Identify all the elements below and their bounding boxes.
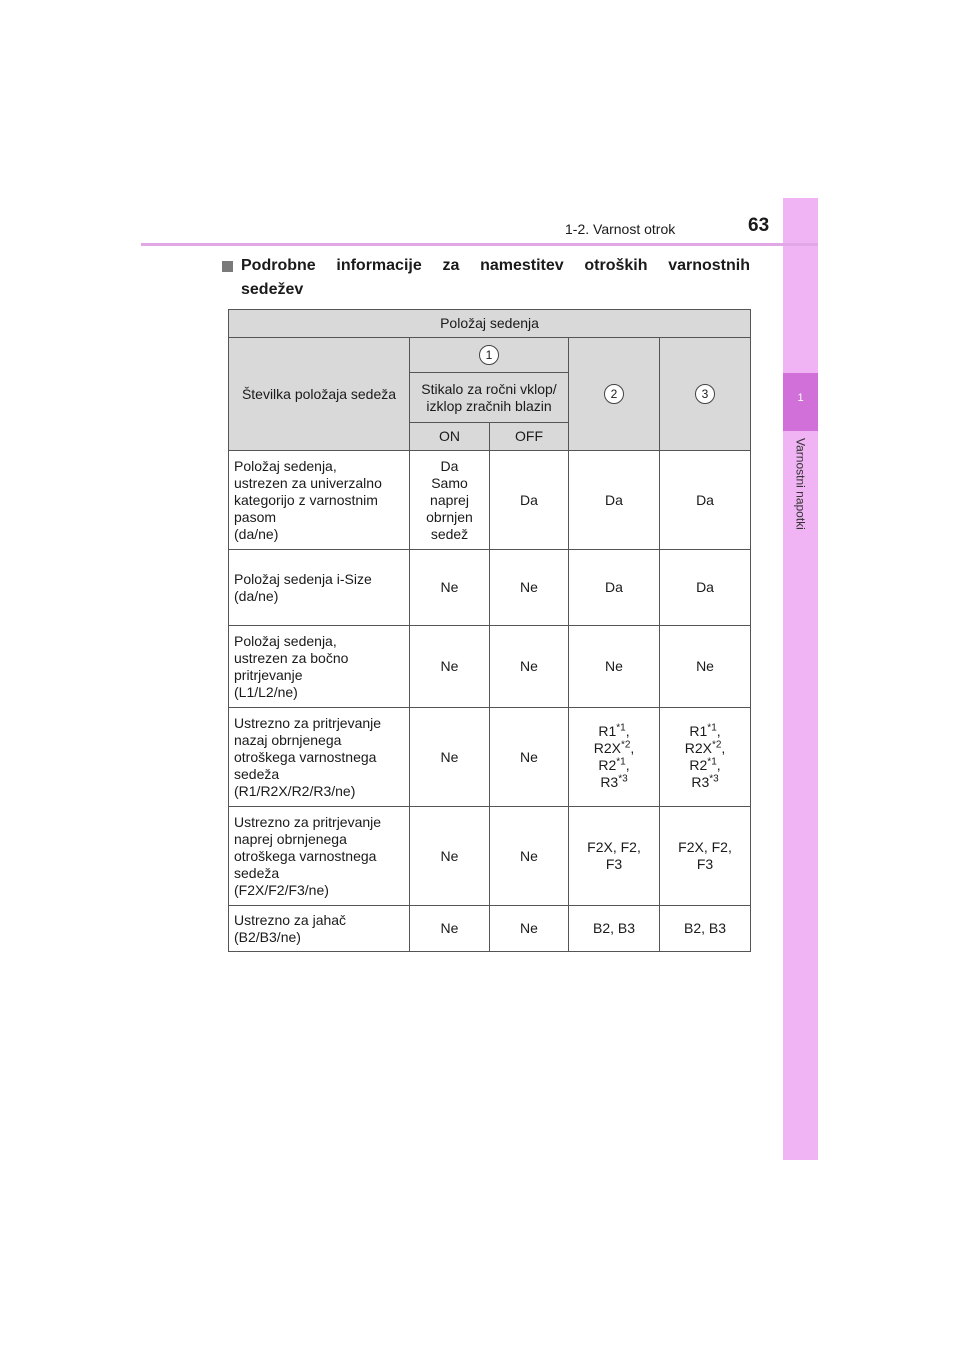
row-label-line: Ustrezno za pritrjevanje — [234, 813, 382, 830]
cell-position-2: Ne — [569, 626, 660, 708]
cell-line: Samo — [431, 474, 468, 491]
cell-line: F2X, F2, — [587, 839, 641, 855]
subheading-line-1: Podrobne informacije za namestitev otroških varnostnih — [241, 257, 750, 274]
header-position-2 — [569, 338, 660, 451]
cell-line: R3$^{*3}$ — [600, 773, 628, 790]
airbag-switch-label-a: Stikalo za ročni vklop/ — [421, 380, 557, 397]
cell-position-2: Da — [569, 451, 660, 550]
row-label-line: (da/ne) — [234, 587, 279, 604]
cell-on: Ne — [410, 906, 490, 952]
cell-position-2 — [569, 807, 660, 906]
header-position-3 — [660, 338, 751, 451]
cell-line: F3 — [696, 856, 714, 872]
chapter-sidebar — [783, 198, 818, 1160]
chapter-number-tab[interactable]: 1 — [783, 373, 818, 431]
row-label — [229, 807, 410, 906]
seat-installation-table — [228, 309, 751, 952]
header-position-1 — [410, 338, 569, 373]
table-row — [229, 906, 751, 952]
cell-off: Da — [490, 451, 569, 550]
position-1-icon: 1 — [479, 345, 499, 365]
cell-on: Ne — [410, 807, 490, 906]
row-label — [229, 451, 410, 550]
row-label-line: pritrjevanje — [234, 666, 303, 683]
airbag-switch-label-b: izklop zračnih blazin — [426, 397, 552, 414]
header-seating-position: Položaj sedenja — [229, 310, 751, 338]
row-label-line: (da/ne) — [234, 525, 279, 542]
cell-line: naprej — [430, 491, 469, 508]
row-label — [229, 906, 410, 952]
row-label-line: (B2/B3/ne) — [234, 928, 301, 945]
cell-line: R1$^{*1}$, — [598, 722, 630, 739]
row-label-line: kategorijo z varnostnim — [234, 491, 378, 508]
square-bullet-icon — [222, 261, 233, 272]
row-label — [229, 626, 410, 708]
cell-position-3: Da — [660, 451, 751, 550]
cell-line: obrnjen — [426, 508, 473, 525]
cell-line: R2$^{*1}$, — [598, 756, 630, 773]
table-row — [229, 626, 751, 708]
header-airbag-switch — [410, 373, 569, 423]
subheading — [222, 254, 750, 302]
cell-position-3: Ne — [660, 626, 751, 708]
row-label-line: Ustrezno za jahač — [234, 911, 347, 928]
page-number: 63 — [748, 215, 770, 236]
header-seat-number-label: Številka položaja sedeža — [229, 338, 410, 451]
cell-position-3 — [660, 708, 751, 807]
row-label-line: pasom — [234, 508, 277, 525]
cell-position-2: Da — [569, 550, 660, 626]
cell-line: $R2X^{*2}$, — [684, 739, 726, 756]
cell-position-3 — [660, 807, 751, 906]
row-label-line: Položaj sedenja i-Size — [234, 570, 372, 587]
row-label-line: otroškega varnostnega — [234, 847, 377, 864]
subheading-line-2: sedežev — [241, 281, 304, 298]
row-label-line: ustrezen za bočno — [234, 649, 349, 666]
row-label-line: ustrezen za univerzalno — [234, 474, 382, 491]
position-2-icon: 2 — [604, 384, 624, 404]
row-label-line: Ustrezno za pritrjevanje — [234, 714, 382, 731]
row-label-line: sedeža — [234, 864, 280, 881]
cell-off: Ne — [490, 807, 569, 906]
row-label — [229, 708, 410, 807]
section-title: 1-2. Varnost otrok — [565, 221, 676, 237]
cell-on: Ne — [410, 626, 490, 708]
header-rule — [141, 243, 818, 246]
table-row — [229, 708, 751, 807]
cell-off: Ne — [490, 626, 569, 708]
cell-line: $R2X^{*2}$, — [593, 739, 635, 756]
row-label-line: (L1/L2/ne) — [234, 683, 298, 700]
row-label-line: (F2X/F2/F3/ne) — [234, 881, 329, 898]
row-label-line: Položaj sedenja, — [234, 457, 337, 474]
cell-on — [410, 451, 490, 550]
cell-position-3: B2, B3 — [660, 906, 751, 952]
row-label-line: sedeža — [234, 765, 280, 782]
table-row — [229, 550, 751, 626]
row-label-line: otroškega varnostnega — [234, 748, 377, 765]
row-label-line: naprej obrnjenega — [234, 830, 347, 847]
position-3-icon: 3 — [695, 384, 715, 404]
cell-off: Ne — [490, 550, 569, 626]
chapter-title: Varnostni napotki — [793, 438, 808, 530]
cell-position-2: B2, B3 — [569, 906, 660, 952]
row-label-line: Položaj sedenja, — [234, 632, 337, 649]
row-label — [229, 550, 410, 626]
cell-position-2 — [569, 708, 660, 807]
cell-line: sedež — [430, 525, 469, 542]
cell-line: F2X, F2, — [678, 839, 732, 855]
cell-on: Ne — [410, 708, 490, 807]
table-row — [229, 451, 751, 550]
cell-line: Da — [440, 457, 459, 474]
row-label-line: nazaj obrnjenega — [234, 731, 342, 748]
cell-on: Ne — [410, 550, 490, 626]
cell-position-3: Da — [660, 550, 751, 626]
cell-line: R3$^{*3}$ — [691, 773, 719, 790]
row-label-line: (R1/R2X/R2/R3/ne) — [234, 782, 356, 799]
cell-line: R2$^{*1}$, — [689, 756, 721, 773]
cell-off: Ne — [490, 708, 569, 807]
table-row — [229, 807, 751, 906]
header-off: OFF — [490, 423, 569, 451]
cell-off: Ne — [490, 906, 569, 952]
cell-line: R1$^{*1}$, — [689, 722, 721, 739]
header-on: ON — [410, 423, 490, 451]
cell-line: F3 — [605, 856, 623, 872]
